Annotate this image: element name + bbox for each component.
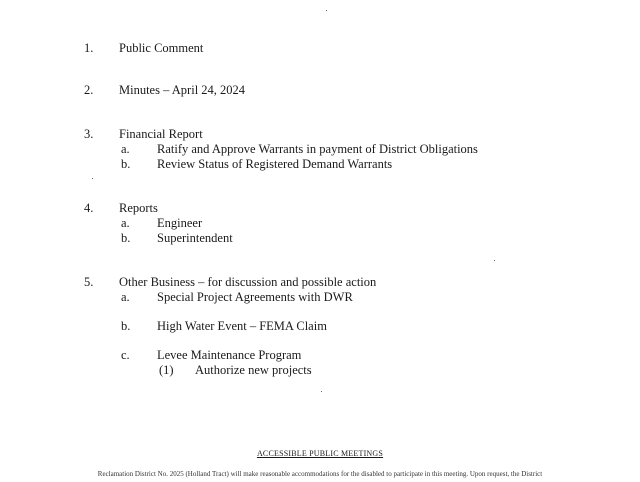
agenda-item-1-number: 1. <box>84 41 94 55</box>
agenda-item-2-number: 2. <box>84 83 94 97</box>
agenda-item-3a-text: Ratify and Approve Warrants in payment of District Obligations <box>157 142 478 156</box>
agenda-item-3-number: 3. <box>84 127 94 141</box>
agenda-item-3a-letter: a. <box>121 142 130 156</box>
scan-speck <box>326 10 327 11</box>
agenda-item-5c1-marker: (1) <box>159 363 174 377</box>
scan-speck <box>494 260 495 261</box>
agenda-item-4b-letter: b. <box>121 231 131 245</box>
notice-text: Reclamation District No. 2025 (Holland Tract) will make reasonable accommodations for the disabled to participate in this meeting. Upon request, the District <box>97 470 543 478</box>
agenda-item-5c-text: Levee Maintenance Program <box>157 348 302 362</box>
agenda-item-5c-letter: c. <box>121 348 130 362</box>
agenda-item-2-title: Minutes – April 24, 2024 <box>119 83 246 97</box>
scan-speck <box>92 178 93 179</box>
notice-heading: ACCESSIBLE PUBLIC MEETINGS <box>256 449 384 458</box>
agenda-item-3b-text: Review Status of Registered Demand Warrants <box>157 157 393 171</box>
agenda-item-3b-letter: b. <box>121 157 131 171</box>
agenda-item-3-title: Financial Report <box>119 127 203 141</box>
agenda-item-5a-letter: a. <box>121 290 130 304</box>
agenda-item-4a-text: Engineer <box>157 216 203 230</box>
agenda-item-5b-text: High Water Event – FEMA Claim <box>157 319 327 333</box>
agenda-item-4a-letter: a. <box>121 216 130 230</box>
agenda-item-5a-text: Special Project Agreements with DWR <box>157 290 353 304</box>
agenda-item-5c1-text: Authorize new projects <box>195 363 312 377</box>
agenda-item-4-number: 4. <box>84 201 94 215</box>
scan-speck <box>321 391 322 392</box>
agenda-item-4-title: Reports <box>119 201 158 215</box>
agenda-item-5b-letter: b. <box>121 319 131 333</box>
agenda-item-4b-text: Superintendent <box>157 231 233 245</box>
agenda-item-5-number: 5. <box>84 275 94 289</box>
agenda-item-5-title: Other Business – for discussion and possible action <box>119 275 377 289</box>
agenda-item-1-title: Public Comment <box>119 41 204 55</box>
